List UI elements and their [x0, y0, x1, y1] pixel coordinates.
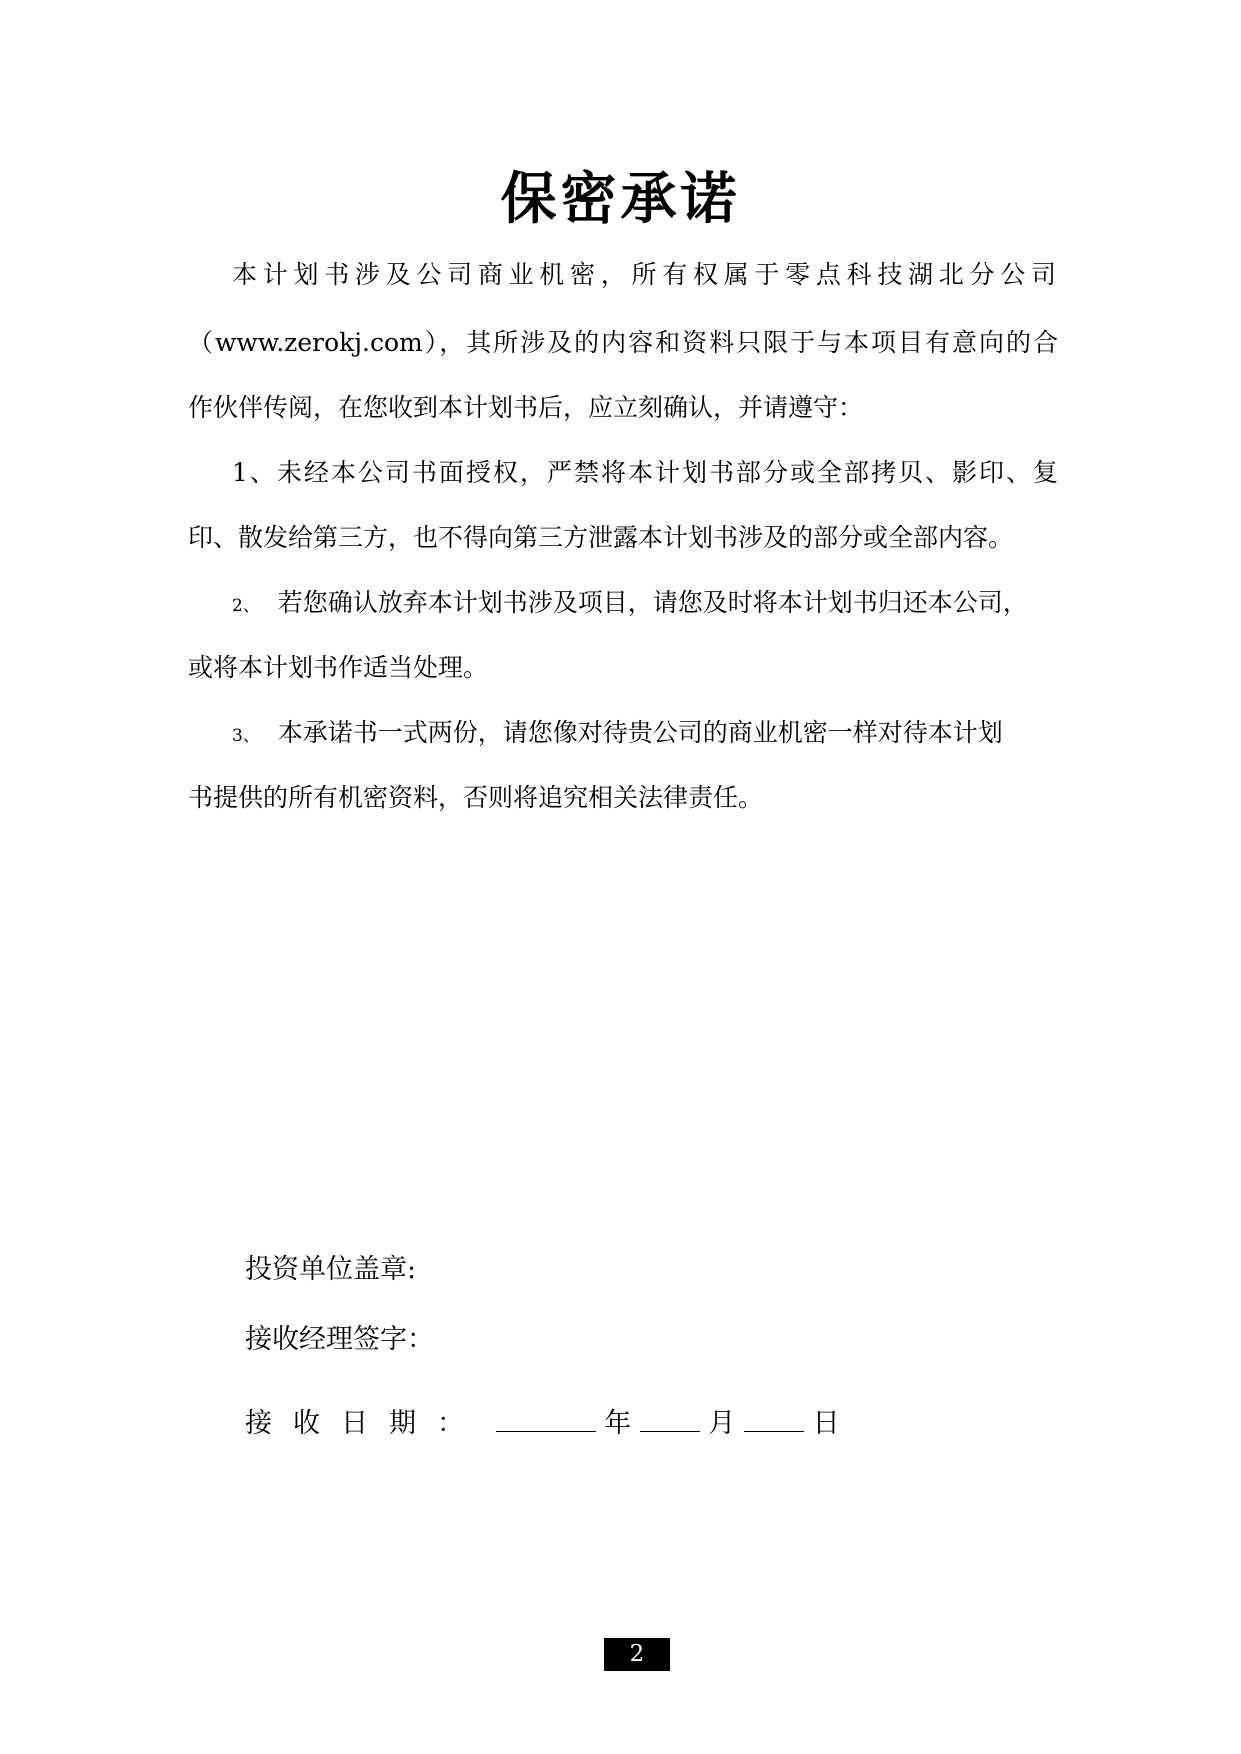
- day-blank[interactable]: [744, 1405, 804, 1432]
- clause-2-line-2: 或将本计划书作适当处理。: [188, 653, 489, 682]
- receipt-date-row: [245, 1405, 840, 1442]
- year-blank[interactable]: [496, 1405, 596, 1432]
- clause-3-text: 本承诺书一式两份，请您像对待贵公司的商业机密一样对待本计划: [277, 718, 1003, 747]
- month-label: 月: [708, 1408, 736, 1439]
- clause-1-line-2: 印、散发给第三方，也不得向第三方泄露本计划书涉及的部分或全部内容。: [188, 523, 1014, 552]
- clause-2-text: 若您确认放弃本计划书涉及项目，请您及时将本计划书归还本公司，: [277, 588, 1028, 617]
- page-title: 保密承诺: [500, 167, 741, 232]
- clause-3-line-1: [232, 716, 1058, 753]
- intro-line-2: （www.zerokj.com），其所涉及的内容和资料只限于与本项目有意向的合: [188, 328, 1058, 357]
- clause-1-line-1: 1、未经本公司书面授权，严禁将本计划书部分或全部拷贝、影印、复: [232, 458, 1058, 487]
- intro-line-3: 作伙伴传阅，在您收到本计划书后，应立刻确认，并请遵守：: [188, 393, 864, 422]
- manager-signature-label: 接收经理签字：: [245, 1324, 434, 1355]
- intro-line-1: 本计划书涉及公司商业机密，所有权属于零点科技湖北分公司: [232, 260, 1058, 289]
- clause-3-line-2: 书提供的所有机密资料，否则将追究相关法律责任。: [188, 783, 764, 812]
- year-label: 年: [604, 1408, 632, 1439]
- receipt-date-label: 接收日期：: [245, 1408, 485, 1439]
- clause-3-number: 3、: [232, 726, 260, 746]
- month-blank[interactable]: [640, 1405, 700, 1432]
- clause-2-number: 2、: [232, 596, 260, 616]
- investor-stamp-label: 投资单位盖章:: [245, 1254, 417, 1285]
- page-number: 2: [604, 1638, 670, 1671]
- day-label: 日: [812, 1408, 840, 1439]
- clause-2-line-1: [232, 586, 1058, 623]
